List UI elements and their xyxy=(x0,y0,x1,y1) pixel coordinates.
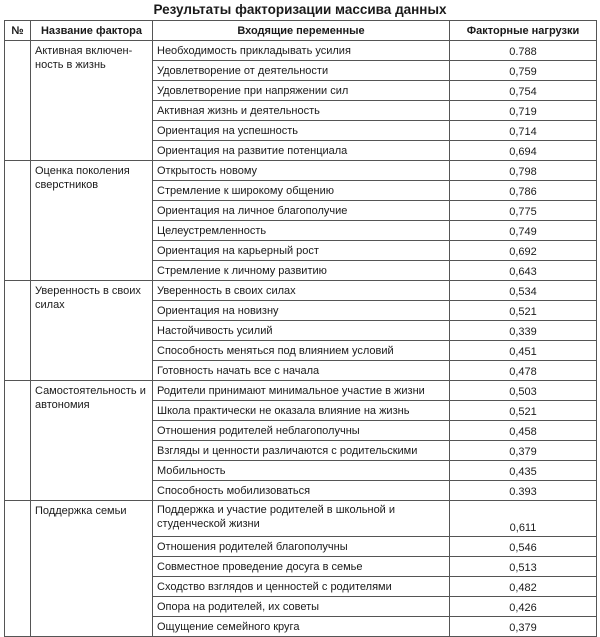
factor-number-cell xyxy=(5,41,31,161)
factor-name-cell: Оценка поколения сверстников xyxy=(31,161,153,281)
header-loadings: Факторные нагрузки xyxy=(450,21,597,41)
variable-cell: Ориентация на развитие потенциала xyxy=(153,141,450,161)
loading-cell: 0,798 xyxy=(450,161,597,181)
loading-cell: 0.788 xyxy=(450,41,597,61)
variable-cell: Ощущение семейного круга xyxy=(153,617,450,637)
loading-cell: 0,643 xyxy=(450,261,597,281)
factor-name-cell: Активная включен-ность в жизнь xyxy=(31,41,153,161)
header-row xyxy=(5,21,597,41)
factor-table xyxy=(4,20,597,637)
loading-cell: 0,714 xyxy=(450,121,597,141)
loading-cell: 0,719 xyxy=(450,101,597,121)
table-body xyxy=(5,41,597,637)
loading-cell: 0,379 xyxy=(450,617,597,637)
loading-cell: 0,521 xyxy=(450,301,597,321)
header-num: № xyxy=(5,21,31,41)
loading-cell: 0,775 xyxy=(450,201,597,221)
loading-cell: 0,786 xyxy=(450,181,597,201)
factor-number-cell xyxy=(5,381,31,501)
variable-cell: Совместное проведение досуга в семье xyxy=(153,557,450,577)
variable-cell: Родители принимают минимальное участие в жизни xyxy=(153,381,450,401)
variable-cell: Открытость новому xyxy=(153,161,450,181)
variable-cell: Необходимость прикладывать усилия xyxy=(153,41,450,61)
variable-cell: Ориентация на успешность xyxy=(153,121,450,141)
loading-cell: 0,451 xyxy=(450,341,597,361)
loading-cell: 0,482 xyxy=(450,577,597,597)
variable-cell: Уверенность в своих силах xyxy=(153,281,450,301)
variable-cell: Взгляды и ценности различаются с родительскими xyxy=(153,441,450,461)
factor-name-cell: Самостоятельность и автономия xyxy=(31,381,153,501)
table-title: Результаты факторизации массива данных xyxy=(153,2,447,17)
table-row xyxy=(5,501,597,537)
variable-cell: Настойчивость усилий xyxy=(153,321,450,341)
variable-cell: Стремление к личному развитию xyxy=(153,261,450,281)
loading-cell: 0,611 xyxy=(450,501,597,537)
variable-cell: Ориентация на карьерный рост xyxy=(153,241,450,261)
variable-cell: Ориентация на личное благополучие xyxy=(153,201,450,221)
variable-cell: Готовность начать все с начала xyxy=(153,361,450,381)
header-variables: Входящие переменные xyxy=(153,21,450,41)
factor-number-cell xyxy=(5,281,31,381)
loading-cell: 0,759 xyxy=(450,61,597,81)
loading-cell: 0,754 xyxy=(450,81,597,101)
variable-cell: Удовлетворение при напряжении сил xyxy=(153,81,450,101)
variable-cell: Удовлетворение от деятельности xyxy=(153,61,450,81)
loading-cell: 0,458 xyxy=(450,421,597,441)
loading-cell: 0,546 xyxy=(450,537,597,557)
variable-cell: Стремление к широкому общению xyxy=(153,181,450,201)
loading-cell: 0,749 xyxy=(450,221,597,241)
variable-cell: Целеустремленность xyxy=(153,221,450,241)
variable-cell: Поддержка и участие родителей в школьной и студенческой жизни xyxy=(153,501,450,537)
loading-cell: 0,435 xyxy=(450,461,597,481)
header-factor: Название фактора xyxy=(31,21,153,41)
loading-cell: 0,692 xyxy=(450,241,597,261)
loading-cell: 0,503 xyxy=(450,381,597,401)
loading-cell: 0,339 xyxy=(450,321,597,341)
loading-cell: 0,426 xyxy=(450,597,597,617)
variable-cell: Способность меняться под влиянием условий xyxy=(153,341,450,361)
variable-cell: Активная жизнь и деятельность xyxy=(153,101,450,121)
loading-cell: 0,534 xyxy=(450,281,597,301)
loading-cell: 0,694 xyxy=(450,141,597,161)
table-row xyxy=(5,381,597,401)
table-row xyxy=(5,41,597,61)
loading-cell: 0,478 xyxy=(450,361,597,381)
factor-number-cell xyxy=(5,501,31,637)
factor-name-cell: Поддержка семьи xyxy=(31,501,153,637)
table-row xyxy=(5,281,597,301)
loading-cell: 0.393 xyxy=(450,481,597,501)
variable-cell: Ориентация на новизну xyxy=(153,301,450,321)
factor-name-cell: Уверенность в своих силах xyxy=(31,281,153,381)
loading-cell: 0,513 xyxy=(450,557,597,577)
variable-cell: Отношения родителей благополучны xyxy=(153,537,450,557)
variable-cell: Опора на родителей, их советы xyxy=(153,597,450,617)
variable-cell: Отношения родителей неблагополучны xyxy=(153,421,450,441)
loading-cell: 0,521 xyxy=(450,401,597,421)
variable-cell: Мобильность xyxy=(153,461,450,481)
loading-cell: 0,379 xyxy=(450,441,597,461)
variable-cell: Способность мобилизоваться xyxy=(153,481,450,501)
variable-cell: Сходство взглядов и ценностей с родителями xyxy=(153,577,450,597)
factor-number-cell xyxy=(5,161,31,281)
table-row xyxy=(5,161,597,181)
variable-cell: Школа практически не оказала влияние на жизнь xyxy=(153,401,450,421)
